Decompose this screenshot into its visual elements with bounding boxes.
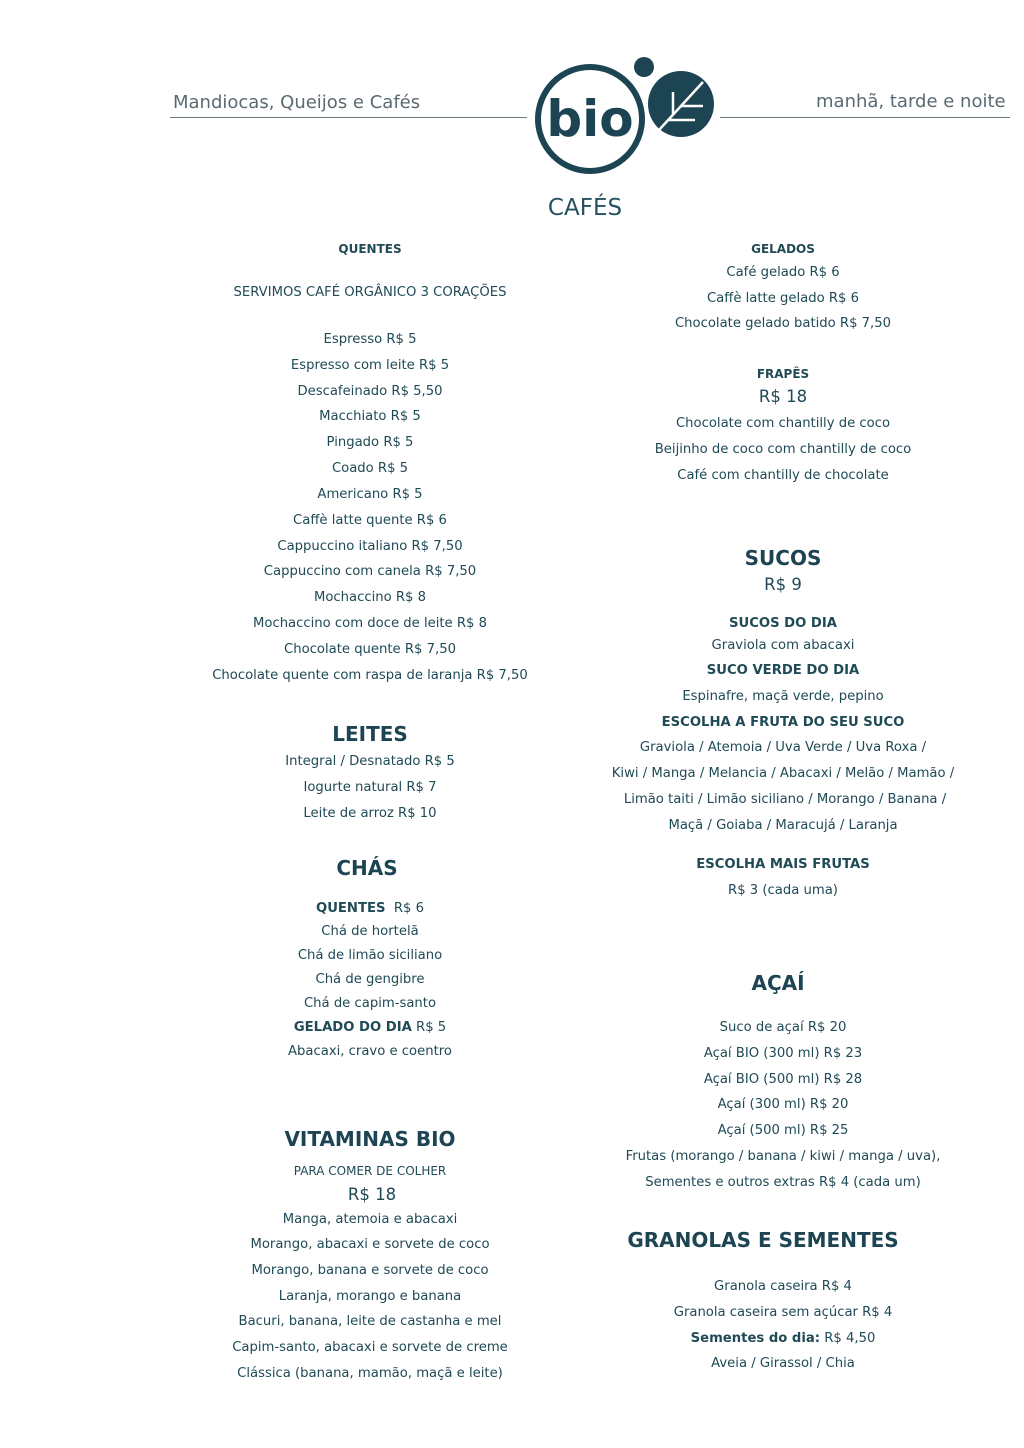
list-item: Morango, banana e sorvete de coco	[251, 1263, 489, 1278]
sucos-verde-label: SUCO VERDE DO DIA	[706, 663, 860, 678]
list-item: Limão taiti / Limão siciliano / Morango / Banana /	[623, 792, 947, 807]
list-item: Mochaccino R$ 8	[313, 590, 427, 605]
list-item: Laranja, morango e banana	[278, 1289, 462, 1304]
sucos-dia-label: SUCOS DO DIA	[729, 616, 837, 631]
granolas-sementes-line	[691, 1331, 876, 1347]
list-item: Chá de gengibre	[315, 972, 425, 987]
list-item: Kiwi / Manga / Melancia / Abacaxi / Melão / Mamão /	[611, 766, 955, 781]
sucos-dia-desc: Graviola com abacaxi	[711, 638, 855, 653]
left-rule	[170, 117, 527, 118]
list-item: Clássica (banana, mamão, maçã e leite)	[237, 1366, 503, 1381]
sementes-label: Sementes do dia:	[690, 1331, 821, 1346]
quentes-note: SERVIMOS CAFÉ ORGÂNICO 3 CORAÇÕES	[233, 285, 507, 300]
list-item: Açaí BIO (300 ml) R$ 23	[703, 1046, 863, 1061]
list-item: Americano R$ 5	[317, 487, 423, 502]
list-item: Chá de limão siciliano	[297, 948, 443, 963]
sucos-verde-desc: Espinafre, maçã verde, pepino	[682, 689, 884, 704]
list-item: Iogurte natural R$ 7	[303, 780, 437, 795]
list-item: Granola caseira sem açúcar R$ 4	[673, 1305, 893, 1320]
list-item: Caffè latte gelado R$ 6	[706, 291, 860, 306]
list-item: Espresso R$ 5	[323, 332, 417, 347]
sementes-price: R$ 4,50	[824, 1331, 876, 1346]
list-item: Chocolate com chantilly de coco	[675, 416, 891, 431]
sementes-desc: Aveia / Girassol / Chia	[711, 1356, 855, 1371]
chas-gelado-label: GELADO DO DIA	[293, 1020, 412, 1035]
list-item: Sementes e outros extras R$ 4 (cada um)	[645, 1175, 921, 1190]
sucos-mais-label: ESCOLHA MAIS FRUTAS	[696, 857, 870, 872]
list-item: Açaí (300 ml) R$ 20	[717, 1097, 849, 1112]
chas-quentes-line	[316, 901, 424, 917]
list-item: Beijinho de coco com chantilly de coco	[654, 442, 912, 457]
list-item: Chocolate gelado batido R$ 7,50	[674, 316, 892, 331]
list-item: Suco de açaí R$ 20	[719, 1020, 847, 1035]
vitaminas-price: R$ 18	[347, 1185, 397, 1204]
left-tagline: Mandiocas, Queijos e Cafés	[173, 92, 421, 113]
sucos-escolha-label: ESCOLHA A FRUTA DO SEU SUCO	[661, 715, 905, 730]
list-item: Leite de arroz R$ 10	[303, 806, 437, 821]
frapes-heading: FRAPÊS	[756, 367, 810, 381]
chas-gelado-desc: Abacaxi, cravo e coentro	[288, 1044, 452, 1059]
list-item: Cappuccino italiano R$ 7,50	[277, 539, 463, 554]
chas-heading: CHÁS	[336, 856, 398, 880]
vitaminas-heading: VITAMINAS BIO	[284, 1127, 456, 1151]
leites-heading: LEITES	[332, 722, 408, 746]
list-item: Maçã / Goiaba / Maracujá / Laranja	[668, 818, 898, 833]
sucos-heading: SUCOS	[744, 546, 822, 570]
logo-wordmark: bio	[546, 90, 634, 148]
list-item: Espresso com leite R$ 5	[290, 358, 450, 373]
list-item: Chocolate quente com raspa de laranja R$ 7,50	[212, 668, 528, 683]
granolas-heading: GRANOLAS E SEMENTES	[627, 1228, 899, 1252]
page-title: CAFÉS	[547, 195, 623, 221]
bio-logo	[533, 56, 723, 178]
quentes-heading: QUENTES	[338, 242, 402, 256]
list-item: Cappuccino com canela R$ 7,50	[263, 564, 477, 579]
chas-quentes-label: QUENTES	[316, 901, 386, 916]
list-item: Coado R$ 5	[331, 461, 409, 476]
list-item: Morango, abacaxi e sorvete de coco	[250, 1237, 490, 1252]
sucos-mais-price: R$ 3 (cada uma)	[728, 883, 838, 898]
list-item: Capim-santo, abacaxi e sorvete de creme	[232, 1340, 508, 1355]
chas-gelado-line	[294, 1020, 446, 1036]
list-item: Granola caseira R$ 4	[714, 1279, 852, 1294]
list-item: Bacuri, banana, leite de castanha e mel	[238, 1314, 502, 1329]
list-item: Integral / Desnatado R$ 5	[285, 754, 455, 769]
list-item: Chocolate quente R$ 7,50	[284, 642, 456, 657]
frapes-price: R$ 18	[758, 387, 808, 406]
list-item: Caffè latte quente R$ 6	[293, 513, 447, 528]
list-item: Graviola / Atemoia / Uva Verde / Uva Roxa /	[639, 740, 927, 755]
right-tagline: manhã, tarde e noite	[816, 91, 1006, 112]
list-item: Chá de capim-santo	[303, 996, 437, 1011]
vitaminas-sub: PARA COMER DE COLHER	[293, 1164, 447, 1178]
sucos-price: R$ 9	[764, 575, 802, 594]
list-item: Manga, atemoia e abacaxi	[282, 1212, 458, 1227]
list-item: Café com chantilly de chocolate	[677, 468, 889, 483]
list-item: Chá de hortelã	[321, 924, 419, 939]
gelados-heading: GELADOS	[751, 242, 815, 256]
list-item: Mochaccino com doce de leite R$ 8	[252, 616, 488, 631]
right-rule	[720, 117, 1010, 118]
list-item: Frutas (morango / banana / kiwi / manga / uva),	[625, 1149, 941, 1164]
list-item: Açaí (500 ml) R$ 25	[717, 1123, 849, 1138]
list-item: Açaí BIO (500 ml) R$ 28	[703, 1072, 863, 1087]
list-item: Macchiato R$ 5	[319, 409, 421, 424]
list-item: Descafeinado R$ 5,50	[297, 384, 443, 399]
list-item: Pingado R$ 5	[326, 435, 414, 450]
chas-gelado-price: R$ 5	[416, 1020, 447, 1035]
list-item: Café gelado R$ 6	[726, 265, 840, 280]
chas-quentes-price: R$ 6	[393, 901, 424, 916]
acai-heading: AÇAÍ	[751, 971, 805, 995]
